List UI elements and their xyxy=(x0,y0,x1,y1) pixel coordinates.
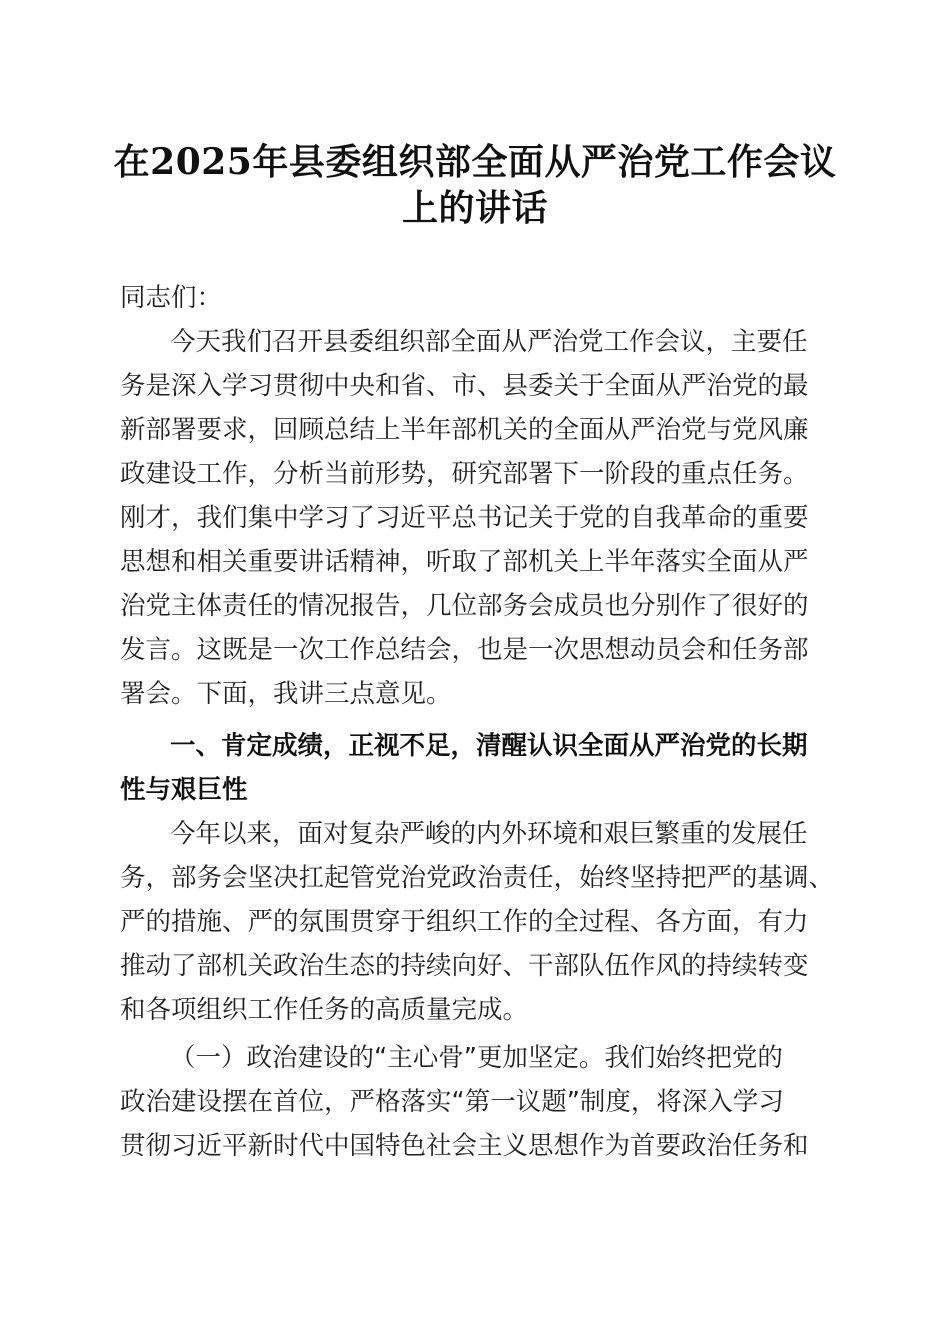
section-heading-line: 性与艰巨性 xyxy=(120,775,248,805)
subsection-line: （一）政治建设的“主心骨”更加坚定。我们始终把党的 xyxy=(170,1043,783,1073)
paragraph-line: 思想和相关重要讲话精神，听取了部机关上半年落实全面从严 xyxy=(120,547,809,577)
paragraph-line: 务，部务会坚决扛起管党治党政治责任，始终坚持把严的基调、 xyxy=(120,863,835,893)
paragraph-line: 务是深入学习贯彻中央和省、市、县委关于全面从严治党的最 xyxy=(120,371,809,401)
paragraph-line: 推动了部机关政治生态的持续向好、干部队伍作风的持续转变 xyxy=(120,951,809,981)
paragraph-line: 今天我们召开县委组织部全面从严治党工作会议，主要任 xyxy=(170,327,808,357)
paragraph-line: 严的措施、严的氛围贯穿于组织工作的全过程、各方面，有力 xyxy=(120,907,809,937)
paragraph-line: 政治建设摆在首位，严格落实“第一议题”制度，将深入学习 xyxy=(120,1087,784,1117)
paragraph-line: 新部署要求，回顾总结上半年部机关的全面从严治党与党风廉 xyxy=(120,415,809,445)
paragraph-line: 署会。下面，我讲三点意见。 xyxy=(120,679,452,709)
paragraph-line: 治党主体责任的情况报告，几位部务会成员也分别作了很好的 xyxy=(120,591,809,621)
paragraph-line: 刚才，我们集中学习了习近平总书记关于党的自我革命的重要 xyxy=(120,503,809,533)
paragraph-line: 贯彻习近平新时代中国特色社会主义思想作为首要政治任务和 xyxy=(120,1131,809,1161)
paragraph-line: 政建设工作，分析当前形势，研究部署下一阶段的重点任务。 xyxy=(120,459,809,489)
paragraph-line: 今年以来，面对复杂严峻的内外环境和艰巨繁重的发展任 xyxy=(170,819,808,849)
paragraph-line: 和各项组织工作任务的高质量完成。 xyxy=(120,995,529,1025)
section-heading-line: 一、肯定成绩，正视不足，清醒认识全面从严治党的长期 xyxy=(170,731,808,761)
document-title-line-1: 在2025年县委组织部全面从严治党工作会议 xyxy=(113,141,837,183)
salutation: 同志们： xyxy=(120,283,223,313)
paragraph-line: 发言。这既是一次工作总结会，也是一次思想动员会和任务部 xyxy=(120,635,809,665)
document-title-line-2: 上的讲话 xyxy=(401,187,548,229)
